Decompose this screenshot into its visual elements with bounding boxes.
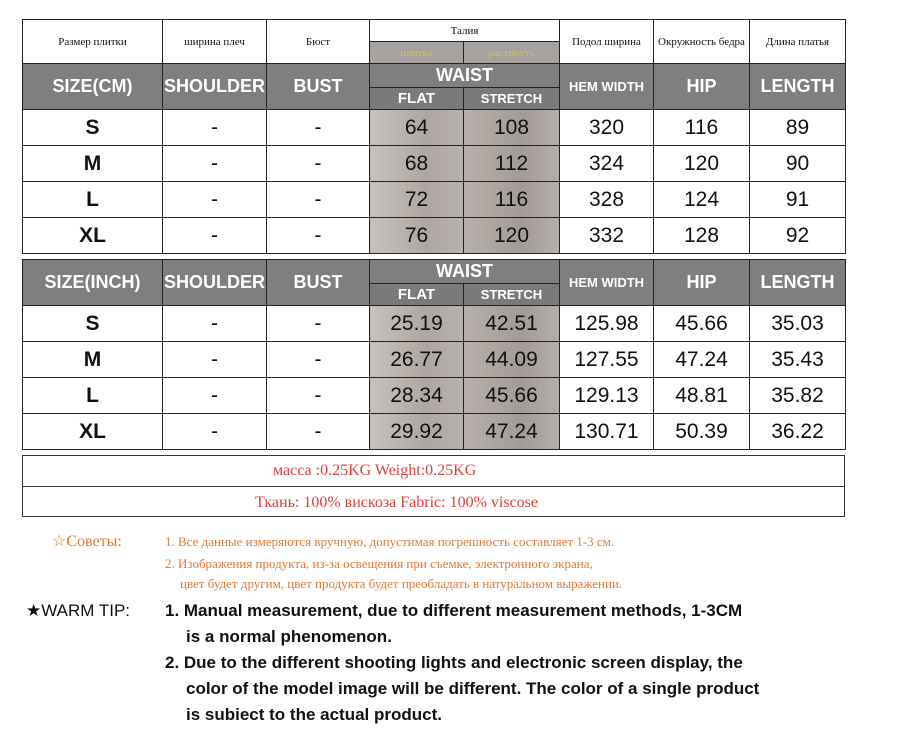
- flat-cell: 29.92: [370, 414, 464, 450]
- stretch-cell: 112: [464, 146, 560, 182]
- russian-header-table: [22, 19, 846, 64]
- length-cell: 35.43: [750, 342, 846, 378]
- fabric-text: Ткань: 100% вискоза Fabric: 100% viscose: [255, 494, 538, 511]
- bust-cell: -: [267, 306, 370, 342]
- flat-cell: 76: [370, 218, 464, 254]
- bust-cell: -: [267, 218, 370, 254]
- en-tip-2b: color of the model image will be different. The color of a single product: [186, 679, 760, 698]
- table-row: [23, 182, 846, 218]
- hem-cell: 129.13: [560, 378, 654, 414]
- stretch-cell: 47.24: [464, 414, 560, 450]
- ru-tip-2a: 2. Изображения продукта, из-за освещения при съемке, электронного экрана,: [165, 556, 593, 571]
- size-cell: XL: [23, 414, 163, 450]
- hem-cell: 320: [560, 110, 654, 146]
- ru-tip-1: 1. Все данные измеряются вручную, допустимая погрешность составляет 1-3 см.: [165, 534, 615, 549]
- cm-hip-header: HIP: [654, 64, 750, 110]
- table-row: [23, 378, 846, 414]
- hip-cell: 120: [654, 146, 750, 182]
- inch-hem-header: HEM WIDTH: [560, 260, 654, 306]
- flat-cell: 28.34: [370, 378, 464, 414]
- ru-tips-label: ☆Советы:: [52, 533, 122, 550]
- length-cell: 35.03: [750, 306, 846, 342]
- size-cell: M: [23, 342, 163, 378]
- hip-cell: 50.39: [654, 414, 750, 450]
- ru-length-header: Длина платья: [750, 20, 846, 64]
- length-cell: 92: [750, 218, 846, 254]
- hip-cell: 124: [654, 182, 750, 218]
- size-cell: XL: [23, 218, 163, 254]
- length-cell: 89: [750, 110, 846, 146]
- table-row: [23, 146, 846, 182]
- hip-cell: 47.24: [654, 342, 750, 378]
- inch-bust-header: BUST: [267, 260, 370, 306]
- length-cell: 90: [750, 146, 846, 182]
- size-cell: L: [23, 182, 163, 218]
- cm-flat-header: FLAT: [370, 88, 464, 110]
- hem-cell: 125.98: [560, 306, 654, 342]
- stretch-cell: 116: [464, 182, 560, 218]
- table-row: [23, 306, 846, 342]
- bust-cell: -: [267, 110, 370, 146]
- inch-flat-header: FLAT: [370, 284, 464, 306]
- ru-hem-header: Подол ширина: [560, 20, 654, 64]
- stretch-cell: 108: [464, 110, 560, 146]
- hip-cell: 45.66: [654, 306, 750, 342]
- weight-text: масса :0.25KG Weight:0.25KG: [273, 462, 477, 479]
- hip-cell: 48.81: [654, 378, 750, 414]
- inch-length-header: LENGTH: [750, 260, 846, 306]
- shoulder-cell: -: [163, 182, 267, 218]
- cm-bust-header: BUST: [267, 64, 370, 110]
- hem-cell: 332: [560, 218, 654, 254]
- length-cell: 91: [750, 182, 846, 218]
- flat-cell: 64: [370, 110, 464, 146]
- bust-cell: -: [267, 378, 370, 414]
- inch-waist-header: WAIST: [370, 260, 560, 284]
- ru-waist-header: Талия: [370, 20, 560, 42]
- en-tip-2a: 2. Due to the different shooting lights and electronic screen display, the: [165, 653, 743, 672]
- length-cell: 36.22: [750, 414, 846, 450]
- hip-cell: 116: [654, 110, 750, 146]
- shoulder-cell: -: [163, 146, 267, 182]
- ru-shoulder-header: ширина плеч: [163, 20, 267, 64]
- stretch-cell: 45.66: [464, 378, 560, 414]
- hip-cell: 128: [654, 218, 750, 254]
- flat-cell: 68: [370, 146, 464, 182]
- hem-cell: 127.55: [560, 342, 654, 378]
- hem-cell: 324: [560, 146, 654, 182]
- shoulder-cell: -: [163, 342, 267, 378]
- length-cell: 35.82: [750, 378, 846, 414]
- en-tip-1b: is a normal phenomenon.: [186, 627, 392, 646]
- ru-hip-header: Окружность бедра: [654, 20, 750, 64]
- inch-size-header: SIZE(INCH): [23, 260, 163, 306]
- bust-cell: -: [267, 182, 370, 218]
- bust-cell: -: [267, 414, 370, 450]
- size-table-cm: [22, 63, 846, 254]
- ru-bust-header: Бюст: [267, 20, 370, 64]
- shoulder-cell: -: [163, 110, 267, 146]
- cm-size-header: SIZE(CM): [23, 64, 163, 110]
- flat-cell: 72: [370, 182, 464, 218]
- stretch-cell: 44.09: [464, 342, 560, 378]
- en-tip-1a: 1. Manual measurement, due to different measurement methods, 1-3CM: [165, 601, 743, 620]
- cm-shoulder-header: SHOULDER: [163, 64, 267, 110]
- info-divider: [23, 486, 844, 487]
- inch-shoulder-header: SHOULDER: [163, 260, 267, 306]
- table-row: [23, 218, 846, 254]
- ru-tip-2b: цвет будет другим, цвет продукта будет преобладать в натуральном выражении.: [180, 576, 623, 591]
- flat-cell: 25.19: [370, 306, 464, 342]
- product-info-box: [22, 455, 845, 517]
- cm-waist-header: WAIST: [370, 64, 560, 88]
- cm-stretch-header: STRETCH: [464, 88, 560, 110]
- ru-size-header: Размер плитки: [23, 20, 163, 64]
- cm-hem-header: HEM WIDTH: [560, 64, 654, 110]
- cm-length-header: LENGTH: [750, 64, 846, 110]
- shoulder-cell: -: [163, 218, 267, 254]
- shoulder-cell: -: [163, 306, 267, 342]
- bust-cell: -: [267, 146, 370, 182]
- bust-cell: -: [267, 342, 370, 378]
- ru-waist-flat-header: плитка: [370, 42, 464, 64]
- table-row: [23, 110, 846, 146]
- size-cell: L: [23, 378, 163, 414]
- ru-waist-stretch-header: растянуть: [464, 42, 560, 64]
- size-cell: M: [23, 146, 163, 182]
- flat-cell: 26.77: [370, 342, 464, 378]
- stretch-cell: 42.51: [464, 306, 560, 342]
- size-cell: S: [23, 110, 163, 146]
- table-row: [23, 414, 846, 450]
- stretch-cell: 120: [464, 218, 560, 254]
- hem-cell: 328: [560, 182, 654, 218]
- inch-stretch-header: STRETCH: [464, 284, 560, 306]
- shoulder-cell: -: [163, 378, 267, 414]
- size-table-inch: [22, 259, 846, 450]
- size-cell: S: [23, 306, 163, 342]
- inch-hip-header: HIP: [654, 260, 750, 306]
- table-row: [23, 342, 846, 378]
- en-tips-label: ★WARM TIP:: [26, 601, 131, 620]
- en-tip-2c: is subiect to the actual product.: [186, 705, 442, 724]
- shoulder-cell: -: [163, 414, 267, 450]
- hem-cell: 130.71: [560, 414, 654, 450]
